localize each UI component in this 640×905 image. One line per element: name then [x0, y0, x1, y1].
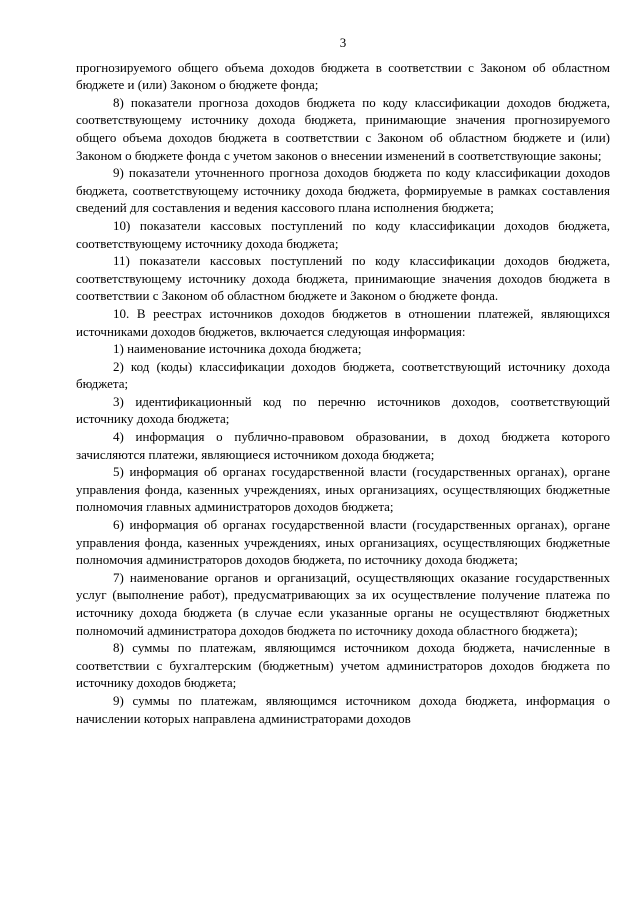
paragraph: 6) информация об органах государственной власти (государственных органах), органе управления фонда, казенных учреждениях, иных организациях, осуществляющих бюджетные полномочия администраторов доходов бюджета, по источнику дохода бюджета;	[76, 517, 610, 568]
paragraph: 4) информация о публично-правовом образовании, в доход бюджета которого зачисляются платежи, являющиеся источником дохода бюджета;	[76, 429, 610, 462]
paragraph: 8) показатели прогноза доходов бюджета по коду классификации доходов бюджета, соответствующему источнику дохода бюджета, принимающие значения прогнозируемого общего объема доходов бюджета в соответствии с Законом об областном бюджете и (или) Законом о бюджете фонда с учетом законов о внесении изменений в соответствующие законы;	[76, 94, 610, 163]
paragraph: 2) код (коды) классификации доходов бюджета, соответствующий источнику дохода бюджета;	[76, 358, 610, 392]
paragraph: 9) суммы по платежам, являющимся источником дохода бюджета, информация о начислении которых направлена администраторами доходов	[76, 692, 610, 726]
paragraph: 11) показатели кассовых поступлений по коду классификации доходов бюджета, соответствующему источнику дохода бюджета, принимающие значения доходов бюджета в соответствии с Законом об областном бюджете и Законом о бюджете фонда.	[76, 253, 610, 304]
paragraph: 7) наименование органов и организаций, осуществляющих оказание государственных услуг (выполнение работ), предусматривающих за их осуществление получение платежа по источнику дохода бюджета (в случае если указанные органы не осуществляют бюджетных полномочий администратора доходов бюджета по источнику дохода областного бюджета);	[76, 569, 610, 638]
paragraph: 5) информация об органах государственной власти (государственных органах), органе управления фонда, казенных учреждениях, иных организациях, осуществляющих бюджетные полномочия главных администраторов доходов бюджета;	[76, 464, 610, 515]
paragraph: 10) показатели кассовых поступлений по коду классификации доходов бюджета, соответствующему источнику дохода бюджета;	[76, 217, 610, 251]
page-number: 3	[339, 35, 347, 50]
paragraph: 3) идентификационный код по перечню источников доходов, соответствующий источнику дохода бюджета;	[76, 393, 610, 427]
paragraph: 8) суммы по платежам, являющимся источником дохода бюджета, начисленные в соответствии с бухгалтерским (бюджетным) учетом администраторов доходов бюджета по источнику доходов бюджета;	[76, 640, 610, 691]
paragraph: прогнозируемого общего объема доходов бюджета в соответствии с Законом об областном бюджете и (или) Законом о бюджете фонда;	[76, 59, 610, 93]
paragraph: 1) наименование источника дохода бюджета;	[113, 341, 362, 357]
document-page	[76, 34, 610, 727]
paragraph: 10. В реестрах источников доходов бюджетов в отношении платежей, являющихся источниками доходов бюджетов, включается следующая информация:	[76, 305, 610, 339]
paragraph: 9) показатели уточненного прогноза доходов бюджета по коду классификации доходов бюджета, соответствующему источнику дохода бюджета, формируемые в рамках составления сведений для составления и ведения кассового плана исполнения бюджета;	[76, 165, 610, 216]
